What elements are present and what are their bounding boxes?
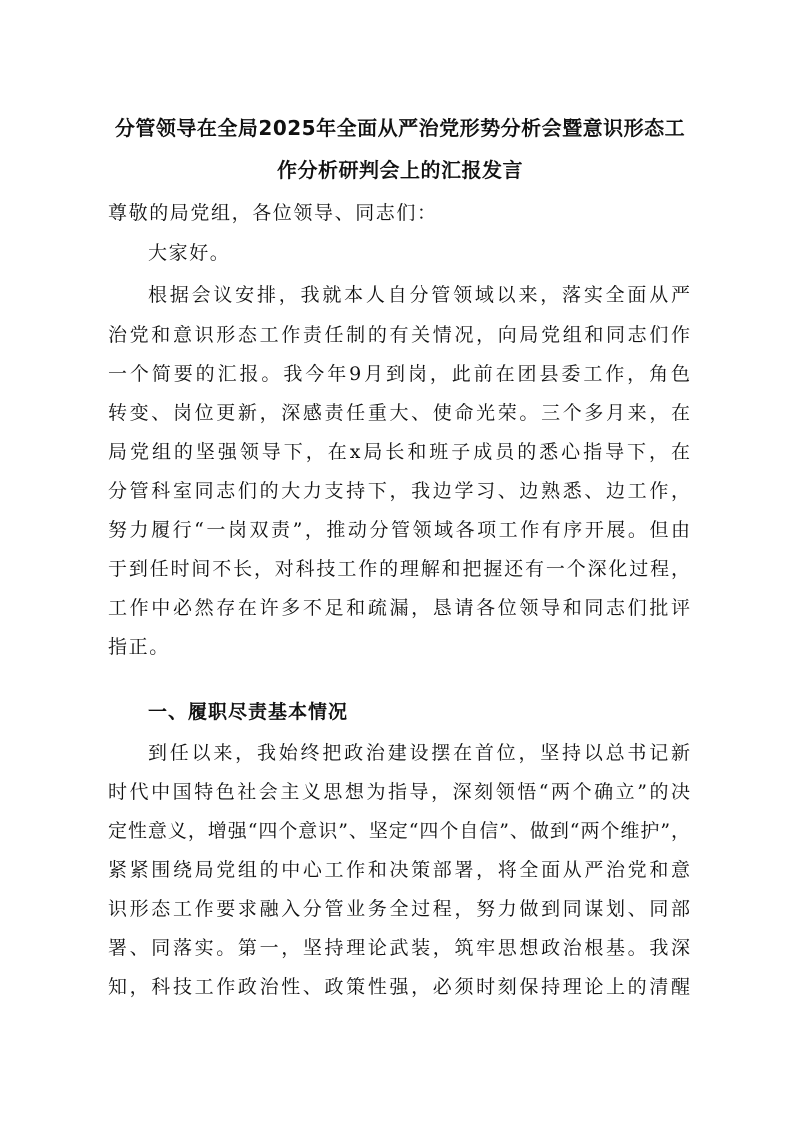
paragraph-2-line-2: 时代中国特色社会主义思想为指导，深刻领悟“两个确立”的决 (108, 781, 690, 803)
paragraph-2-line-4: 紧紧围绕局党组的中心工作和决策部署，将全面从严治党和意 (108, 859, 690, 881)
paragraph-1-line-8: 于到任时间不长，对科技工作的理解和把握还有一个深化过程， (108, 558, 690, 580)
section-heading-1: 一、履职尽责基本情况 (148, 701, 349, 723)
paragraph-1-line-4: 转变、岗位更新，深感责任重大、使命光荣。三个多月来，在 (108, 402, 690, 424)
paragraph-1-line-5: 局党组的坚强领导下，在x局长和班子成员的悉心指导下，在 (108, 441, 690, 463)
document-title-line-2: 作分析研判会上的汇报发言 (277, 158, 523, 182)
document-title-line-1: 分管领导在全局2025年全面从严治党形势分析会暨意识形态工 (114, 116, 686, 140)
salutation: 尊敬的局党组，各位领导、同志们： (108, 202, 438, 224)
paragraph-2-line-5: 识形态工作要求融入分管业务全过程，努力做到同谋划、同部 (108, 898, 690, 920)
paragraph-1-line-2: 治党和意识形态工作责任制的有关情况，向局党组和同志们作 (108, 324, 690, 346)
paragraph-1-line-6: 分管科室同志们的大力支持下，我边学习、边熟悉、边工作， (108, 480, 690, 502)
paragraph-1-line-3: 一个简要的汇报。我今年9月到岗，此前在团县委工作，角色 (108, 363, 690, 385)
paragraph-1-line-9: 工作中必然存在许多不足和疏漏，恳请各位领导和同志们批评 (108, 597, 690, 619)
paragraph-1-line-10: 指正。 (108, 636, 170, 658)
paragraph-2-line-1: 到任以来，我始终把政治建设摆在首位，坚持以总书记新 (148, 742, 690, 764)
greeting: 大家好。 (148, 242, 231, 264)
paragraph-2-line-7: 知，科技工作政治性、政策性强，必须时刻保持理论上的清醒 (108, 976, 690, 998)
paragraph-2-line-3: 定性意义，增强“四个意识”、坚定“四个自信”、做到“两个维护”， (108, 820, 690, 842)
paragraph-1-line-7: 努力履行“一岗双责”，推动分管领域各项工作有序开展。但由 (108, 519, 690, 541)
paragraph-1-line-1: 根据会议安排，我就本人自分管领域以来，落实全面从严 (148, 284, 690, 306)
paragraph-2-line-6: 署、同落实。第一，坚持理论武装，筑牢思想政治根基。我深 (108, 937, 690, 959)
